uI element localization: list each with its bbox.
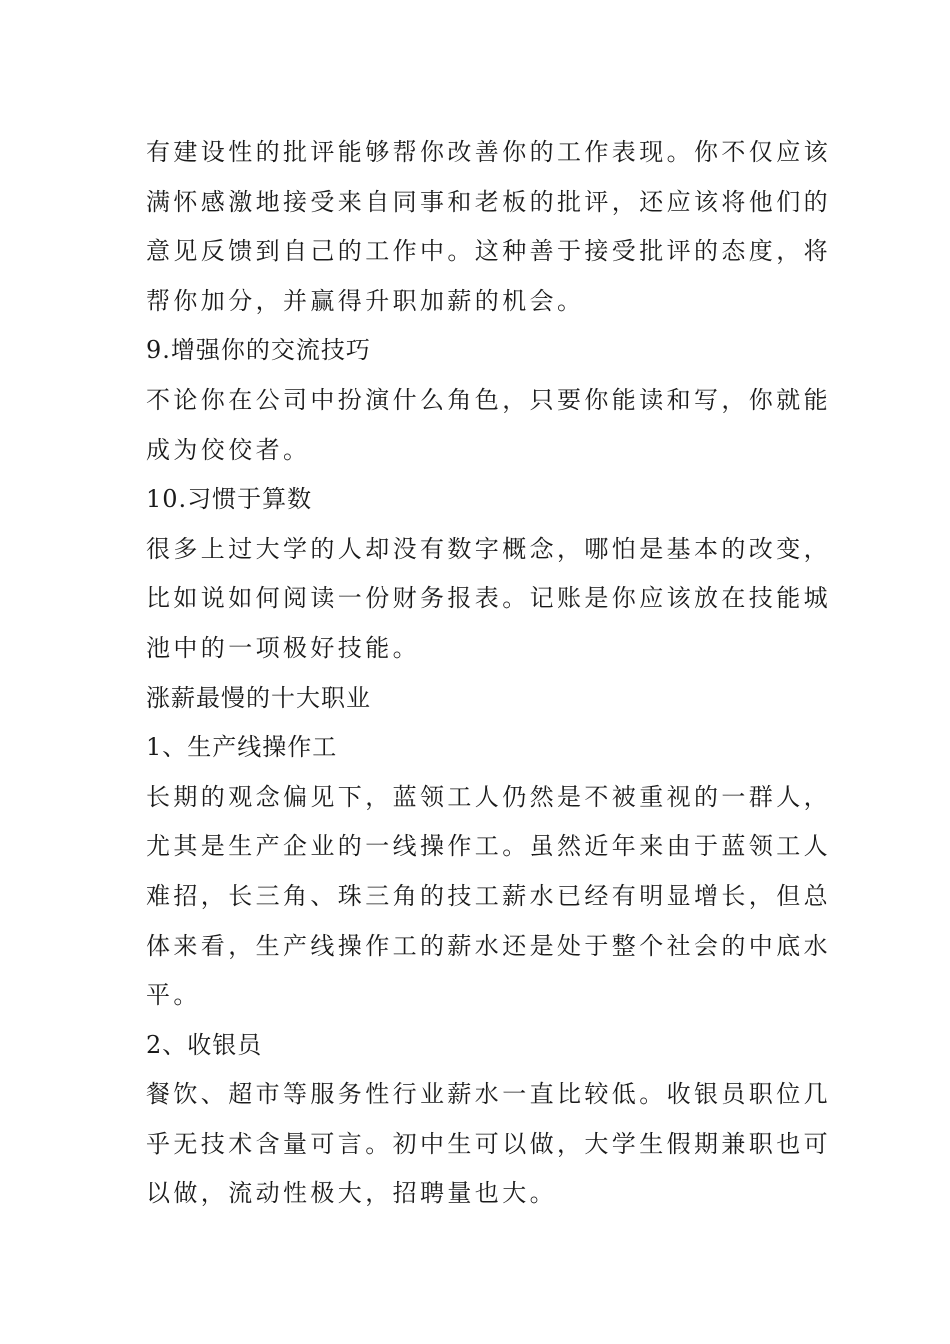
section-heading: 2、收银员: [146, 1030, 263, 1059]
text-line: 池中的一项极好技能。: [146, 633, 420, 662]
section-heading: 1、生产线操作工: [146, 733, 338, 762]
text-line: 以做，流动性极大，招聘量也大。: [146, 1179, 557, 1208]
text-line: 不论你在公司中扮演什么角色，只要你能读和写，你就能: [146, 385, 831, 414]
text-line: 长期的观念偏见下，蓝领工人仍然是不被重视的一群人，: [146, 782, 831, 811]
section-heading: 涨薪最慢的十大职业: [146, 683, 371, 712]
document-body: [146, 128, 831, 1219]
section-heading: 9.增强你的交流技巧: [146, 336, 371, 365]
text-line: 很多上过大学的人却没有数字概念，哪怕是基本的改变，: [146, 534, 831, 563]
text-line: 帮你加分，并赢得升职加薪的机会。: [146, 286, 585, 315]
text-line: 平。: [146, 981, 201, 1010]
text-line: 比如说如何阅读一份财务报表。记账是你应该放在技能城: [146, 584, 831, 613]
text-line: 成为佼佼者。: [146, 435, 311, 464]
section-heading: 10.习惯于算数: [146, 485, 313, 514]
text-line: 意见反馈到自己的工作中。这种善于接受批评的态度，将: [146, 237, 831, 266]
text-line: 尤其是生产企业的一线操作工。虽然近年来由于蓝领工人: [146, 832, 831, 861]
text-line: 有建设性的批评能够帮你改善你的工作表现。你不仅应该: [146, 138, 831, 166]
text-line: 满怀感激地接受来自同事和老板的批评，还应该将他们的: [146, 187, 831, 216]
text-line: 乎无技术含量可言。初中生可以做，大学生假期兼职也可: [146, 1129, 831, 1158]
text-line: 体来看，生产线操作工的薪水还是处于整个社会的中底水: [146, 931, 831, 960]
text-line: 餐饮、超市等服务性行业薪水一直比较低。收银员职位几: [146, 1080, 831, 1109]
text-line: 难招，长三角、珠三角的技工薪水已经有明显增长，但总: [146, 881, 831, 910]
